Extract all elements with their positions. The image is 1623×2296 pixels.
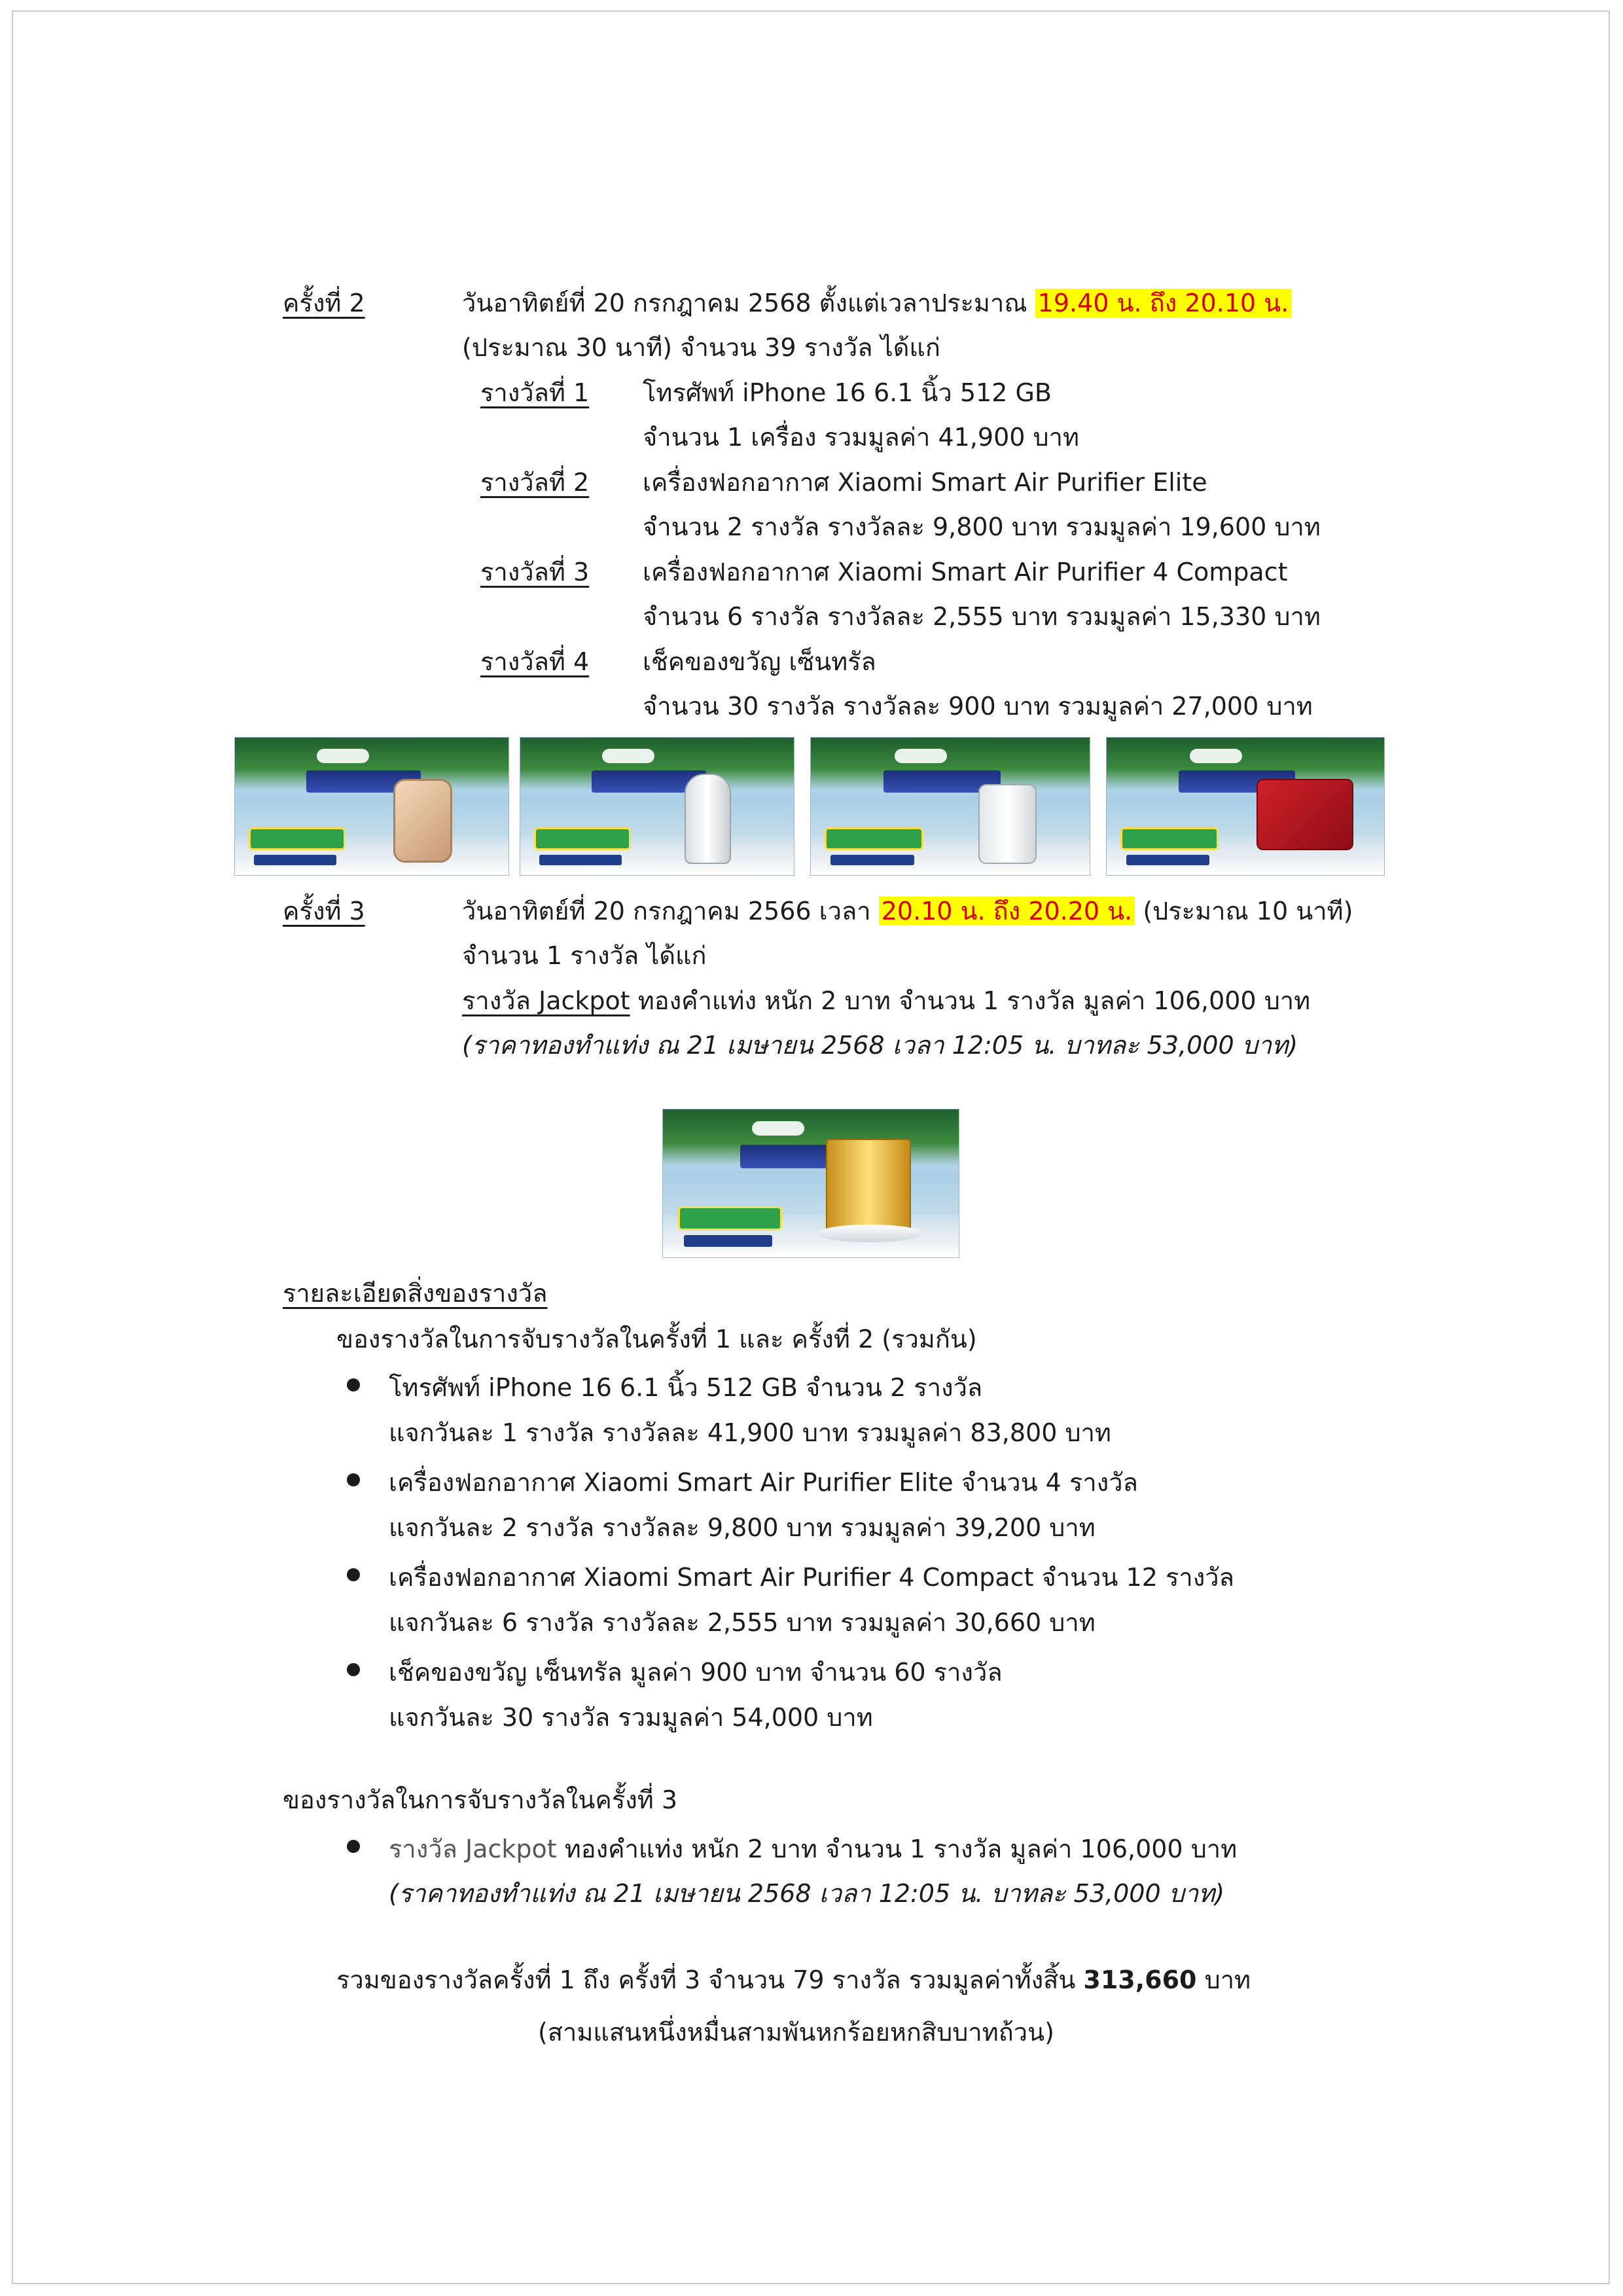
- summary-currency: บาท: [1196, 1965, 1251, 1994]
- round2-prize-item: เครื่องฟอกอากาศ Xiaomi Smart Air Purifier 4 Compact: [643, 558, 1288, 586]
- detail-item-line1: เครื่องฟอกอากาศ Xiaomi Smart Air Purifier Elite จำนวน 4 รางวัล: [389, 1468, 1138, 1497]
- details-heading: รายละเอียดสิ่งของรางวัล: [283, 1279, 548, 1308]
- round3-jackpot-note: (ราคาทองทำแท่ง ณ 21 เมษายน 2568 เวลา 12:05 น. บาทละ 53,000 บาท): [462, 1031, 1298, 1060]
- round2-prize-label: รางวัลที่ 4: [480, 647, 590, 676]
- round2-prize-label: รางวัลที่ 2: [480, 468, 590, 497]
- detail-item-line2: แจกวันละ 30 รางวัล รวมมูลค่า 54,000 บาท: [389, 1703, 873, 1732]
- iphone-image: [393, 779, 452, 863]
- detail-item-line1: เช็คของขวัญ เซ็นทรัล มูลค่า 900 บาท จำนวน 60 รางวัล: [389, 1658, 1003, 1687]
- detail-item-line2: แจกวันละ 6 รางวัล รางวัลละ 2,555 บาท รวมมูลค่า 30,660 บาท: [389, 1608, 1096, 1637]
- round2-intro-text: วันอาทิตย์ที่ 20 กรกฎาคม 2568 ตั้งแต่เวลาประมาณ: [462, 289, 1035, 317]
- round2-label: ครั้งที่ 2: [283, 289, 365, 317]
- bullet-icon: [347, 1473, 360, 1486]
- detail-item-line1: โทรศัพท์ iPhone 16 6.1 นิ้ว 512 GB จำนวน 2 รางวัล: [389, 1373, 983, 1402]
- jackpot-banner-image: [662, 1109, 959, 1258]
- round2-prize-label: รางวัลที่ 1: [480, 378, 590, 407]
- prize2-banner-image: [520, 737, 794, 876]
- details-subheading-1: ของรางวัลในการจับรางวัลในครั้งที่ 1 และ ครั้งที่ 2 (รวมกัน): [336, 1325, 977, 1354]
- summary-total-words: (สามแสนหนึ่งหมื่นสามพันหกร้อยหกสิบบาทถ้วน): [538, 2018, 1054, 2047]
- round3-intro: [462, 894, 1353, 928]
- gift-voucher-image: [1257, 779, 1353, 850]
- summary-total-value: 313,660: [1083, 1965, 1197, 1994]
- details-jackpot-note: (ราคาทองทำแท่ง ณ 21 เมษายน 2568 เวลา 12:05 น. บาทละ 53,000 บาท): [389, 1879, 1225, 1908]
- round2-prize-item: เช็คของขวัญ เซ็นทรัล: [643, 647, 876, 676]
- detail-item-line2: แจกวันละ 1 รางวัล รางวัลละ 41,900 บาท รวมมูลค่า 83,800 บาท: [389, 1418, 1111, 1447]
- gold-bar-image: [826, 1139, 912, 1233]
- round2-intro: [462, 286, 1291, 320]
- round3-intro-line2: จำนวน 1 รางวัล ได้แก่: [462, 941, 707, 970]
- round3-intro-text: วันอาทิตย์ที่ 20 กรกฎาคม 2566 เวลา: [462, 897, 879, 925]
- details-subheading-2: ของรางวัลในการจับรางวัลในครั้งที่ 3: [283, 1785, 678, 1814]
- round2-prize-detail: จำนวน 1 เครื่อง รวมมูลค่า 41,900 บาท: [643, 423, 1080, 452]
- air-purifier-elite-image: [685, 774, 731, 864]
- round2-prize-item: โทรศัพท์ iPhone 16 6.1 นิ้ว 512 GB: [643, 378, 1052, 407]
- round3-time-highlight: 20.10 น. ถึง 20.20 น.: [879, 897, 1135, 925]
- summary-text: รวมของรางวัลครั้งที่ 1 ถึง ครั้งที่ 3 จำนวน 79 รางวัล รวมมูลค่าทั้งสิ้น: [336, 1965, 1084, 1994]
- prize3-banner-image: [810, 737, 1090, 876]
- round3-jackpot-text: ทองคำแท่ง หนัก 2 บาท จำนวน 1 รางวัล มูลค่า 106,000 บาท: [630, 986, 1311, 1015]
- prize4-banner-image: [1106, 737, 1385, 876]
- round3-intro-duration: (ประมาณ 10 นาที): [1135, 897, 1353, 925]
- bullet-icon: [347, 1840, 360, 1853]
- details-jackpot-text: ทองคำแท่ง หนัก 2 บาท จำนวน 1 รางวัล มูลค่า 106,000 บาท: [556, 1835, 1238, 1863]
- round2-prize-item: เครื่องฟอกอากาศ Xiaomi Smart Air Purifier Elite: [643, 468, 1207, 497]
- round2-prize-detail: จำนวน 30 รางวัล รางวัลละ 900 บาท รวมมูลค่า 27,000 บาท: [643, 692, 1313, 721]
- summary-total-line: [336, 1963, 1251, 1997]
- details-jackpot-label: รางวัล Jackpot: [389, 1835, 557, 1863]
- round2-prize-detail: จำนวน 6 รางวัล รางวัลละ 2,555 บาท รวมมูลค่า 15,330 บาท: [643, 602, 1321, 631]
- round3-label: ครั้งที่ 3: [283, 897, 365, 925]
- round2-prize-detail: จำนวน 2 รางวัล รางวัลละ 9,800 บาท รวมมูลค่า 19,600 บาท: [643, 512, 1321, 541]
- round2-prize-label: รางวัลที่ 3: [480, 558, 590, 586]
- round3-jackpot: [462, 984, 1310, 1018]
- prize1-banner-image: [234, 737, 509, 876]
- bullet-icon: [347, 1378, 360, 1391]
- detail-item-line1: เครื่องฟอกอากาศ Xiaomi Smart Air Purifier 4 Compact จำนวน 12 รางวัล: [389, 1563, 1234, 1592]
- round2-intro-line2: (ประมาณ 30 นาที) จำนวน 39 รางวัล ได้แก่: [462, 333, 940, 362]
- round3-jackpot-label: รางวัล Jackpot: [462, 986, 630, 1015]
- bullet-icon: [347, 1568, 360, 1581]
- round2-time-highlight: 19.40 น. ถึง 20.10 น.: [1035, 289, 1292, 317]
- air-purifier-compact-image: [978, 784, 1037, 864]
- detail-item-line2: แจกวันละ 2 รางวัล รางวัลละ 9,800 บาท รวมมูลค่า 39,200 บาท: [389, 1513, 1096, 1542]
- details-jackpot: [389, 1832, 1237, 1866]
- bullet-icon: [347, 1663, 360, 1676]
